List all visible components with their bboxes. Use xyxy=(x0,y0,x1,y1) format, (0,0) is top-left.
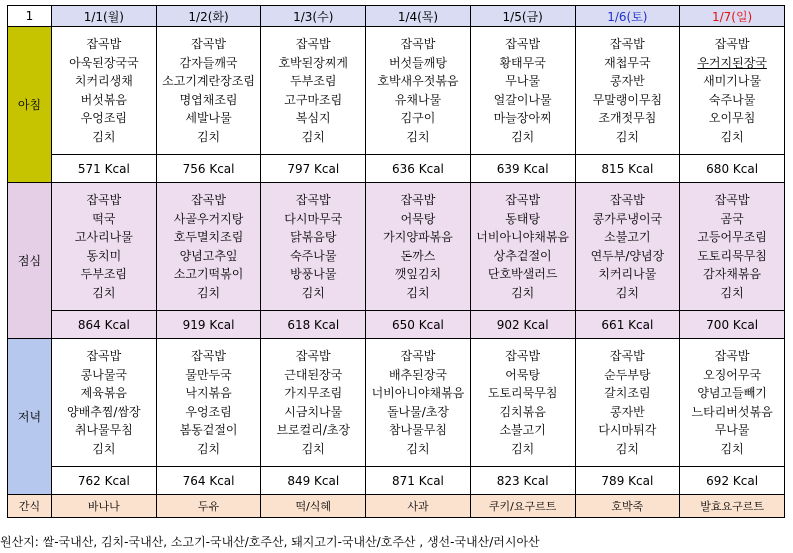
dish-item: 콩자반 xyxy=(609,74,645,88)
dish-item: 어묵탕 xyxy=(400,211,436,226)
dish-item: 김치 xyxy=(92,285,116,300)
dish-item: 김치 xyxy=(615,129,639,144)
dish-item: 소불고기 xyxy=(499,423,546,437)
kcal-cell: 756 Kcal xyxy=(156,155,261,183)
dish-item: 아욱된장국국 xyxy=(69,55,139,70)
dish-item: 곰국 xyxy=(720,211,744,226)
dish-item: 복심지 xyxy=(295,111,331,125)
dish-cell xyxy=(680,27,785,155)
dish-item: 어묵탕 xyxy=(505,367,541,382)
dish-item: 김치 xyxy=(720,129,744,144)
dish-item: 우엉조림 xyxy=(185,404,232,419)
kcal-cell: 661 Kcal xyxy=(575,311,680,339)
dish-item: 잡곡밥 xyxy=(609,37,645,51)
dish-item: 재첩무국 xyxy=(604,55,651,70)
dish-item: 연두부/양념장 xyxy=(590,248,665,263)
dish-item: 방풍나물 xyxy=(290,267,337,281)
kcal-cell: 797 Kcal xyxy=(261,155,366,183)
snack-label: 간식 xyxy=(8,495,52,518)
dish-item: 너비아니야채볶음 xyxy=(476,230,570,244)
dish-item: 떡국 xyxy=(92,211,116,226)
kcal-cell: 815 Kcal xyxy=(575,155,680,183)
dish-item: 잡곡밥 xyxy=(714,37,750,51)
dish-item: 너비아니야채볶음 xyxy=(371,386,465,400)
dish-item: 김치 xyxy=(720,441,744,456)
dish-item: 잡곡밥 xyxy=(295,193,331,207)
dish-item: 잡곡밥 xyxy=(191,193,226,207)
dish-item: 마늘장아찌 xyxy=(493,111,552,125)
kcal-cell: 789 Kcal xyxy=(575,467,680,495)
dish-item: 고구마조림 xyxy=(284,92,343,107)
kcal-cell: 919 Kcal xyxy=(156,311,261,339)
dish-item: 갈치조림 xyxy=(604,386,651,400)
dish-item: 취나물무침 xyxy=(74,423,133,437)
kcal-cell: 636 Kcal xyxy=(366,155,471,183)
dish-item: 시금치나물 xyxy=(284,404,343,419)
dish-item: 브로컬리/초장 xyxy=(276,423,351,437)
dish-item: 사골우거지탕 xyxy=(173,211,244,226)
dish-item: 두부조림 xyxy=(80,267,128,281)
dish-item: 가지무조림 xyxy=(284,386,343,400)
snack-cell: 바나나 xyxy=(52,495,157,518)
dish-cell xyxy=(366,339,471,467)
dish-item: 다시마무국 xyxy=(284,211,343,226)
kcal-cell: 571 Kcal xyxy=(52,155,157,183)
dish-item: 잡곡밥 xyxy=(191,37,226,51)
snack-cell: 쿠키/요구르트 xyxy=(470,495,575,518)
dish-item: 오이무침 xyxy=(708,111,756,125)
dish-cell xyxy=(366,27,471,155)
dish-item: 김치 xyxy=(196,129,221,144)
header-row xyxy=(8,6,785,27)
dish-cell xyxy=(680,183,785,311)
dish-item: 잡곡밥 xyxy=(609,193,645,207)
dish-item: 잡곡밥 xyxy=(505,193,541,207)
dish-item: 다시마튀각 xyxy=(598,423,657,437)
kcal-cell: 639 Kcal xyxy=(470,155,575,183)
dish-cell xyxy=(575,27,680,155)
snack-cell: 사과 xyxy=(366,495,471,518)
dish-cell xyxy=(575,183,680,311)
dish-item: 잡곡밥 xyxy=(505,349,541,363)
kcal-cell: 902 Kcal xyxy=(470,311,575,339)
dish-item: 김치 xyxy=(301,441,325,456)
dish-item: 순두부탕 xyxy=(604,367,651,382)
day-header-mon: 1/1(월) xyxy=(52,6,157,27)
lunch-dishes-row xyxy=(8,183,785,311)
dish-cell xyxy=(575,339,680,467)
dish-item: 잡곡밥 xyxy=(714,193,750,207)
dish-item: 고사리나물 xyxy=(74,230,133,244)
dish-item: 김치 xyxy=(406,129,430,144)
dish-item: 우거지된장국 xyxy=(697,55,767,70)
dish-item: 잡곡밥 xyxy=(505,37,541,51)
dish-item: 물만두국 xyxy=(185,367,232,382)
dish-item: 김치 xyxy=(511,129,535,144)
dish-item: 김치 xyxy=(196,285,221,300)
dish-item: 잡곡밥 xyxy=(295,37,331,51)
day-header-sun: 1/7(일) xyxy=(680,6,785,27)
dinner-label: 저녁 xyxy=(8,339,52,495)
dish-item: 무나물 xyxy=(505,74,541,88)
dish-item: 김치 xyxy=(92,441,116,456)
dish-item: 김치 xyxy=(615,441,639,456)
dinner-kcal-row xyxy=(8,467,785,495)
lunch-kcal-row xyxy=(8,311,785,339)
snack-cell: 발효요구르트 xyxy=(680,495,785,518)
dish-cell xyxy=(470,27,575,155)
dish-item: 감자채볶음 xyxy=(703,267,762,281)
kcal-cell: 823 Kcal xyxy=(470,467,575,495)
dish-cell xyxy=(470,183,575,311)
dish-item: 잡곡밥 xyxy=(295,349,331,363)
snack-cell: 떡/식혜 xyxy=(261,495,366,518)
dish-item: 낙지볶음 xyxy=(185,386,232,400)
kcal-cell: 871 Kcal xyxy=(366,467,471,495)
dish-item: 김치 xyxy=(301,285,325,300)
dish-item: 조개젓무침 xyxy=(598,111,657,125)
dish-item: 김치 xyxy=(720,285,744,300)
kcal-cell: 692 Kcal xyxy=(680,467,785,495)
day-header-wed: 1/3(수) xyxy=(261,6,366,27)
breakfast-kcal-row xyxy=(8,155,785,183)
dish-cell xyxy=(52,183,157,311)
day-header-thu: 1/4(목) xyxy=(366,6,471,27)
day-header-sat: 1/6(토) xyxy=(575,6,680,27)
dish-cell xyxy=(680,339,785,467)
dish-cell xyxy=(156,183,261,311)
breakfast-dishes-row xyxy=(8,27,785,155)
dish-item: 김치 xyxy=(511,441,535,456)
dish-item: 콩자반 xyxy=(609,404,645,419)
dish-item: 새미기나물 xyxy=(703,74,762,88)
dish-item: 잡곡밥 xyxy=(86,349,122,363)
dish-item: 소고기계란장조림 xyxy=(162,74,255,88)
day-header-fri: 1/5(금) xyxy=(470,6,575,27)
dish-item: 버섯볶음 xyxy=(80,92,128,107)
dish-item: 깻잎김치 xyxy=(394,267,442,281)
dish-item: 콩나물국 xyxy=(80,367,128,382)
snack-cell: 호박죽 xyxy=(575,495,680,518)
dish-item: 숙주나물 xyxy=(290,248,337,263)
dish-item: 양배추찜/쌈장 xyxy=(67,404,141,419)
dish-item: 무나물 xyxy=(714,423,750,437)
dish-item: 콩가루냉이국 xyxy=(592,211,663,226)
kcal-cell: 680 Kcal xyxy=(680,155,785,183)
dish-item: 김치 xyxy=(615,285,639,300)
dish-item: 근대된장국 xyxy=(284,367,343,382)
dish-item: 느타리버섯볶음 xyxy=(691,404,773,419)
kcal-cell: 764 Kcal xyxy=(156,467,261,495)
dish-item: 돈까스 xyxy=(400,248,436,263)
week-index: 1 xyxy=(8,6,52,27)
dish-cell xyxy=(261,27,366,155)
dish-item: 잡곡밥 xyxy=(400,193,436,207)
dish-item: 오징어무국 xyxy=(703,367,762,382)
dish-item: 김치볶음 xyxy=(499,404,546,419)
dish-cell xyxy=(366,183,471,311)
lunch-label: 점심 xyxy=(8,183,52,339)
dish-item: 배추된장국 xyxy=(388,367,447,382)
dish-item: 감자들깨국 xyxy=(179,55,238,70)
dish-item: 황태무국 xyxy=(499,55,546,70)
dish-item: 잡곡밥 xyxy=(609,349,645,363)
dish-cell xyxy=(52,27,157,155)
dish-item: 소불고기 xyxy=(604,230,651,244)
dish-item: 참나물무침 xyxy=(388,423,447,437)
dish-item: 잡곡밥 xyxy=(400,349,436,363)
snack-row xyxy=(8,495,785,518)
snack-cell: 두유 xyxy=(156,495,261,518)
kcal-cell: 849 Kcal xyxy=(261,467,366,495)
dish-item: 세발나물 xyxy=(185,111,232,125)
dish-item: 동태탕 xyxy=(505,211,541,226)
kcal-cell: 864 Kcal xyxy=(52,311,157,339)
dish-item: 고등어무조림 xyxy=(697,230,767,244)
dish-item: 잡곡밥 xyxy=(714,349,750,363)
dish-item: 호박된장찌게 xyxy=(278,55,349,70)
dish-cell xyxy=(261,183,366,311)
dish-cell xyxy=(156,27,261,155)
dish-item: 단호박샐러드 xyxy=(487,267,558,281)
dish-item: 잡곡밥 xyxy=(86,193,122,207)
dish-item: 숙주나물 xyxy=(708,92,756,107)
dish-item: 호박새우젓볶음 xyxy=(377,74,459,88)
dish-item: 가지양파볶음 xyxy=(383,230,453,244)
dish-item: 닭볶음탕 xyxy=(290,230,337,244)
kcal-cell: 762 Kcal xyxy=(52,467,157,495)
dish-item: 김치 xyxy=(92,129,116,144)
origin-note: 원산지: 쌀-국내산, 김치-국내산, 소고기-국내산/호주산, 돼지고기-국내산/호주산 , 생선-국내산/러시아산 xyxy=(0,535,540,549)
dish-item: 봄동겉절이 xyxy=(179,423,238,437)
dish-item: 소고기떡볶이 xyxy=(173,267,244,281)
dish-item: 우엉조림 xyxy=(80,111,128,125)
dish-item: 제육볶음 xyxy=(80,386,128,400)
dinner-dishes-row xyxy=(8,339,785,467)
dish-item: 돌나물/초장 xyxy=(386,404,449,419)
dish-item: 버섯들깨탕 xyxy=(388,55,447,70)
dish-cell xyxy=(470,339,575,467)
dish-item: 김치 xyxy=(196,441,221,456)
dish-item: 치커리생채 xyxy=(74,74,133,88)
dish-item: 김치 xyxy=(301,129,325,144)
dish-item: 도토리묵무침 xyxy=(697,248,767,263)
dish-item: 치커리나물 xyxy=(598,267,657,281)
kcal-cell: 618 Kcal xyxy=(261,311,366,339)
kcal-cell: 650 Kcal xyxy=(366,311,471,339)
dish-item: 유채나물 xyxy=(394,92,442,107)
day-header-tue: 1/2(화) xyxy=(156,6,261,27)
menu-container xyxy=(7,5,785,518)
kcal-cell: 700 Kcal xyxy=(680,311,785,339)
dish-item: 양념고추잎 xyxy=(179,248,238,263)
breakfast-label: 아침 xyxy=(8,27,52,183)
weekly-menu-table xyxy=(7,5,785,518)
dish-item: 도토리묵무침 xyxy=(487,386,558,400)
dish-item: 상추겉절이 xyxy=(493,248,552,263)
dish-item: 명엽채조림 xyxy=(179,92,238,107)
dish-item: 무말랭이무침 xyxy=(592,92,663,107)
dish-item: 잡곡밥 xyxy=(400,37,436,51)
dish-item: 양념고들빼기 xyxy=(697,386,767,400)
dish-item: 김치 xyxy=(406,441,430,456)
dish-item: 두부조림 xyxy=(290,74,337,88)
dish-item: 얼갈이나물 xyxy=(493,92,552,107)
dish-item: 김치 xyxy=(511,285,535,300)
dish-cell xyxy=(261,339,366,467)
dish-item: 호두멸치조림 xyxy=(173,230,244,244)
dish-item: 잡곡밥 xyxy=(86,37,122,51)
dish-item: 김치 xyxy=(406,285,430,300)
dish-item: 잡곡밥 xyxy=(191,349,226,363)
dish-item: 동치미 xyxy=(86,248,122,263)
dish-cell xyxy=(156,339,261,467)
dish-cell xyxy=(52,339,157,467)
dish-item: 김구이 xyxy=(400,111,436,125)
